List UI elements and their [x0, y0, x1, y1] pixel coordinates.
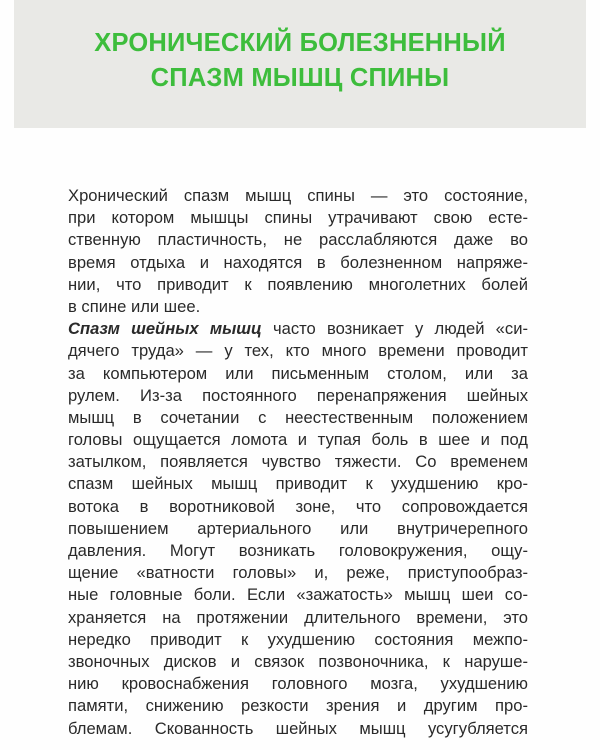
text-line: время отдыха и находятся в болезненном напряже-	[68, 252, 528, 272]
text-line: Хронический спазм мышц спины — это состояние,	[68, 186, 528, 205]
text-line: нии, что приводит к появлению многолетних болей	[68, 274, 528, 294]
text-line: дячего труда» — у тех, кто много времени проводит	[68, 341, 528, 361]
text-line: за компьютером или письменным столом, или за	[68, 363, 528, 383]
text-line: нередко приводит к ухудшению состояния межпо-	[68, 629, 528, 649]
page-title	[14, 26, 586, 96]
text-line-with-emphasis	[68, 318, 528, 340]
text-line: в спине или шее.	[68, 296, 201, 316]
text-line: при котором мышцы спины утрачивают свою есте-	[68, 208, 528, 228]
text-line: давления. Могут возникать головокружения, ощу-	[68, 541, 528, 560]
text-line: повышением артериального или внутричерепного	[68, 518, 528, 538]
text-fragment: часто возникает у людей «си-	[261, 319, 528, 339]
text-line: мышц в сочетании с неестественным положением	[68, 407, 528, 427]
title-line-1: ХРОНИЧЕСКИЙ БОЛЕЗНЕННЫЙ	[94, 29, 506, 57]
text-line: затылком, появляется чувство тяжести. Со временем	[68, 452, 528, 472]
text-line: головы ощущается ломота и тупая боль в шее и под	[68, 430, 528, 450]
text-line: звоночных дисков и связок позвоночника, к наруше-	[68, 651, 528, 671]
text-line: рулем. Из-за постоянного перенапряжения шейных	[68, 385, 528, 405]
text-line: ственную пластичность, не расслабляются даже во	[68, 230, 528, 250]
text-line: блемам. Скованность шейных мышц усугубляется	[68, 718, 528, 738]
text-line: нию кровоснабжения головного мозга, ухудшению	[68, 674, 528, 694]
text-line: щение «ватности головы» и, реже, приступообраз-	[68, 563, 528, 583]
text-line: ные головные боли. Если «зажатость» мышц шеи со-	[68, 585, 528, 605]
article-body	[68, 185, 528, 740]
text-line: храняется на протяжении длительного времени, это	[68, 607, 528, 627]
text-line: спазм шейных мышц приводит к ухудшению кро-	[68, 474, 528, 494]
text-line: памяти, снижению резкости зрения и другим про-	[68, 696, 528, 716]
title-line-2: СПАЗМ МЫШЦ СПИНЫ	[150, 64, 450, 92]
text-line: вотока в воротниковой зоне, что сопровождается	[68, 496, 528, 516]
emphasis-term: Спазм шейных мышц	[68, 319, 262, 339]
